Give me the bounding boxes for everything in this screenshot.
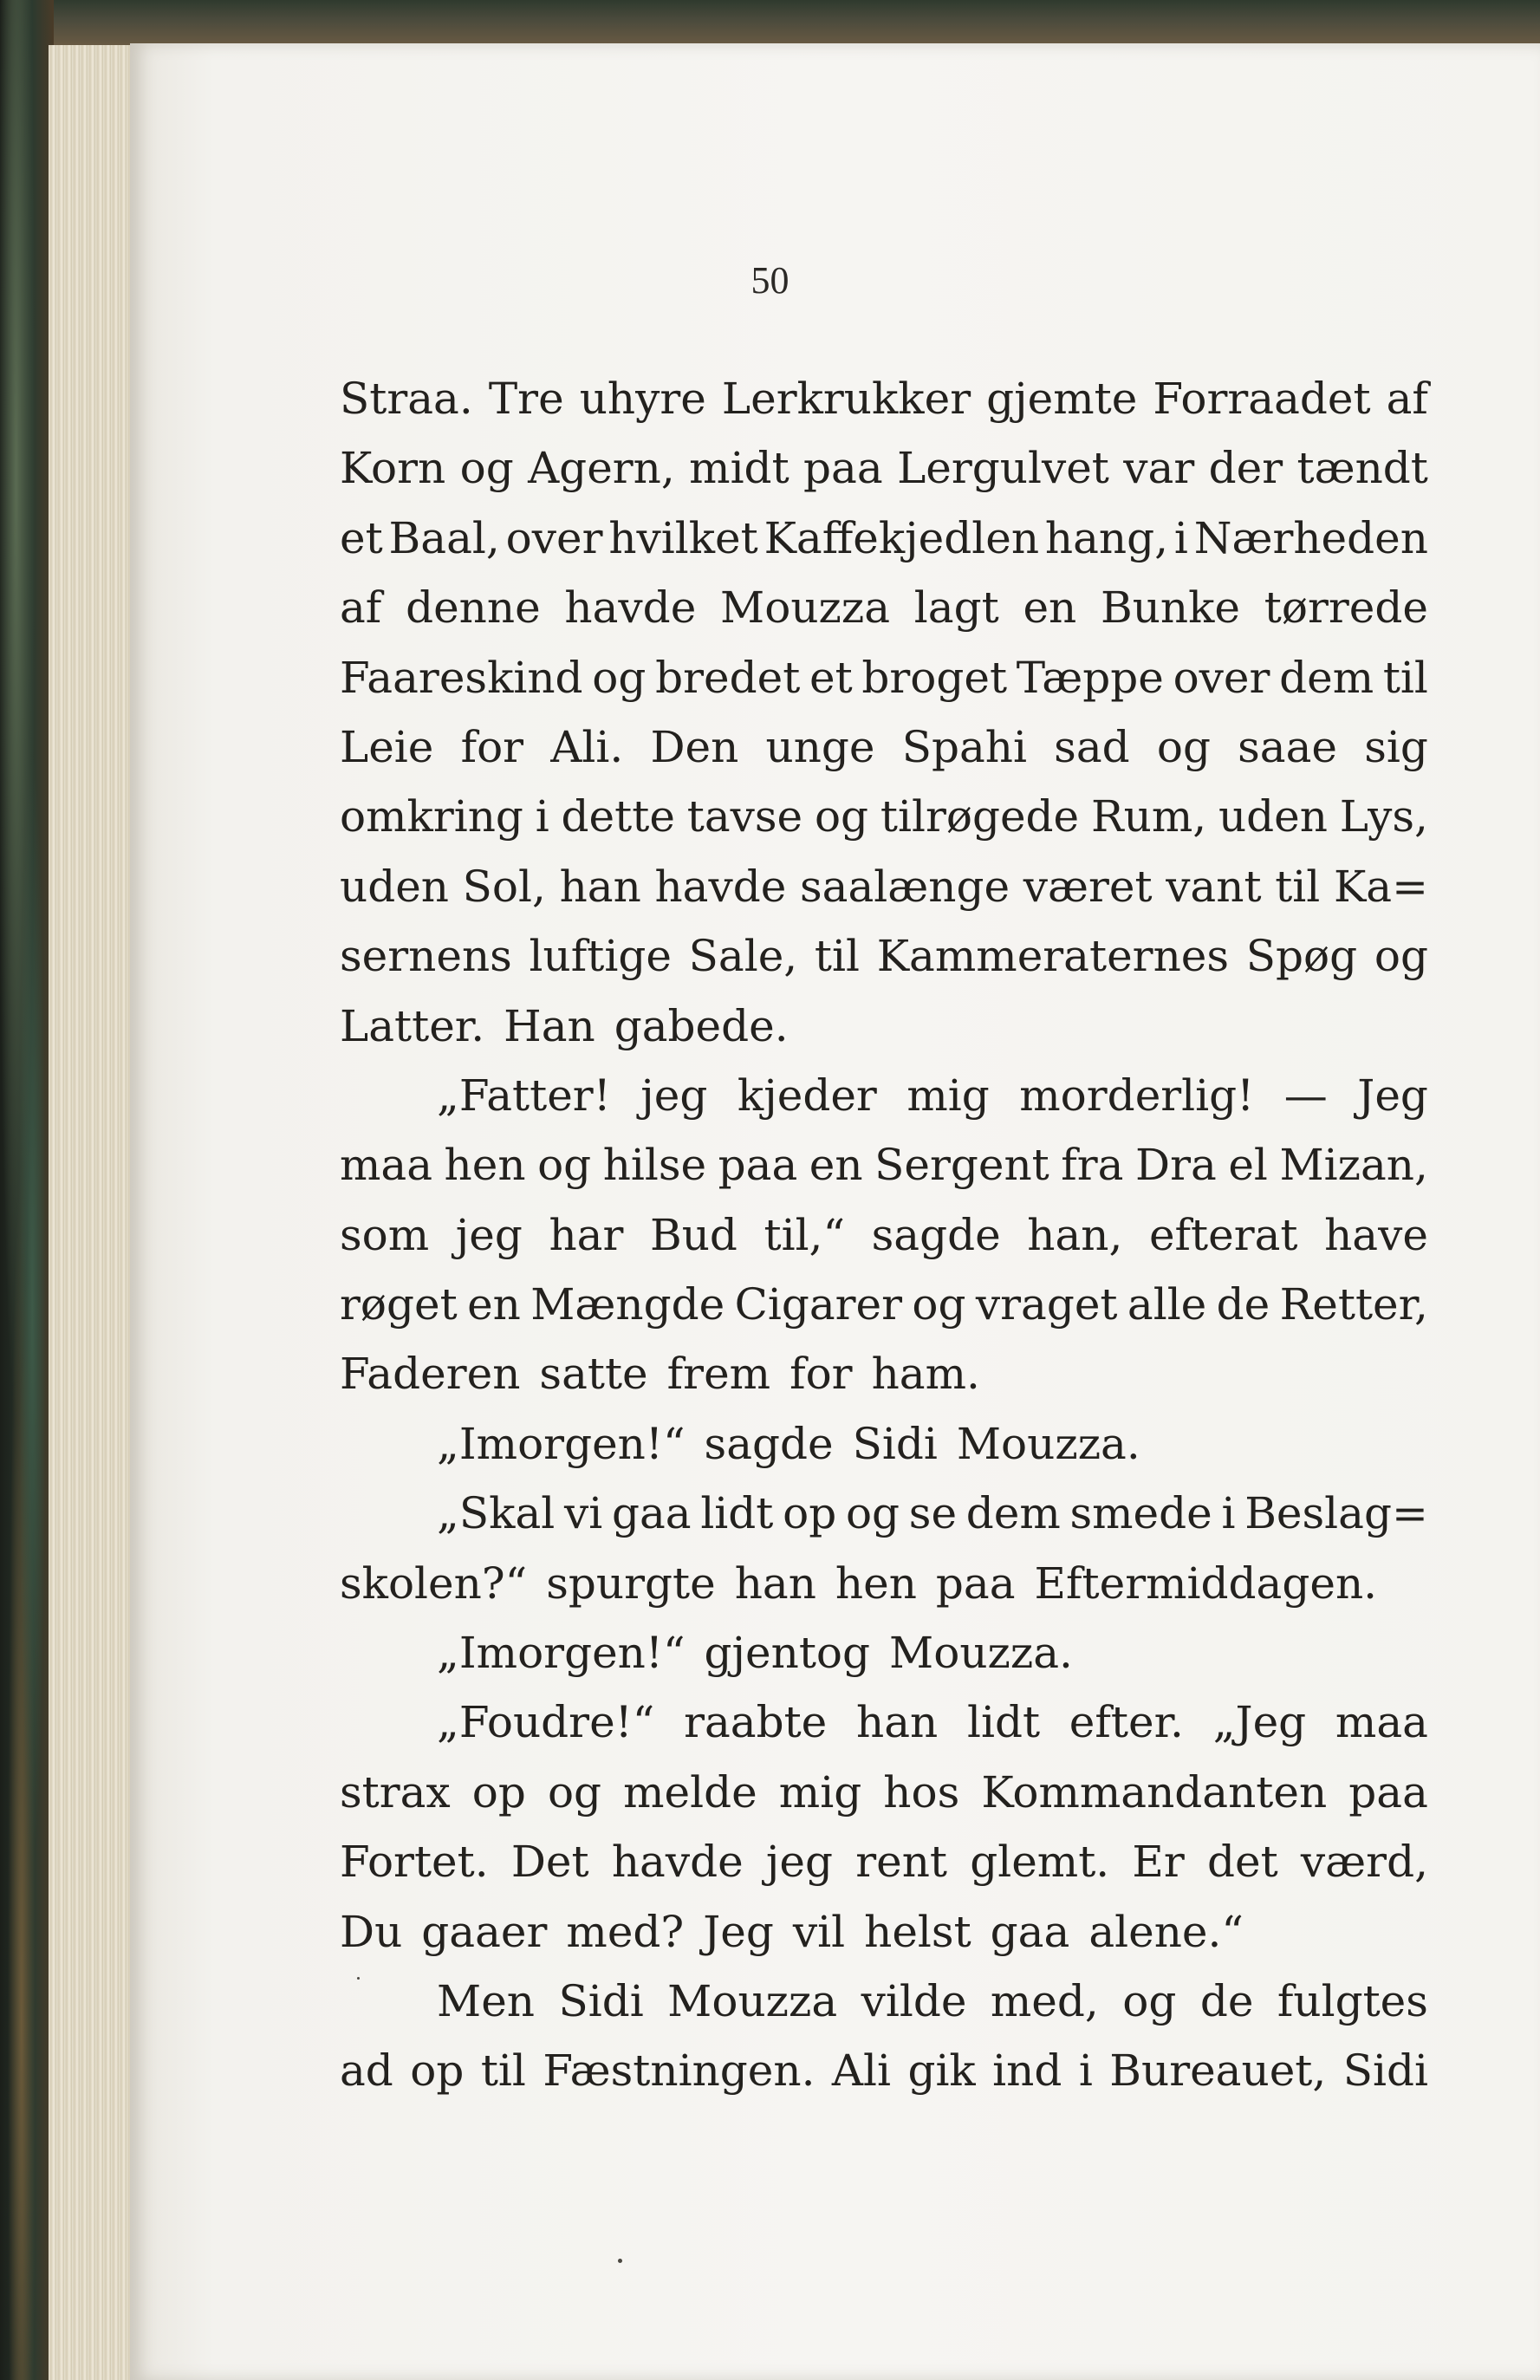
- word: og: [547, 1766, 602, 1818]
- word: efter.: [1069, 1697, 1184, 1748]
- word: hen: [835, 1557, 917, 1609]
- word: Dra: [1135, 1140, 1217, 1191]
- word: omkring: [340, 791, 523, 842]
- word: „Foudre!“: [437, 1697, 655, 1748]
- word: skolen?“: [340, 1557, 528, 1609]
- word: helst: [864, 1906, 971, 1957]
- page-stack-edge: [49, 45, 140, 2380]
- word: i: [535, 791, 549, 842]
- text-line: [340, 643, 1428, 712]
- word: Retter,: [1279, 1279, 1428, 1330]
- text-line: [340, 1618, 1428, 1687]
- word: til: [480, 2045, 526, 2097]
- word: paa: [718, 1140, 798, 1191]
- word: Bud: [649, 1209, 738, 1260]
- word: Lerkrukker: [721, 374, 971, 424]
- word: Jeg: [1357, 1070, 1428, 1121]
- word: hen: [444, 1140, 526, 1191]
- word: og: [537, 1140, 592, 1191]
- text-line: [340, 1409, 1428, 1479]
- word: røget: [340, 1279, 458, 1330]
- word: vilde: [861, 1975, 967, 2026]
- word: han,: [1027, 1209, 1123, 1260]
- word: Men: [437, 1975, 535, 2026]
- word: dem: [965, 1488, 1061, 1539]
- word: og: [592, 652, 647, 703]
- word: luftige: [529, 931, 672, 982]
- word: broget: [861, 652, 1008, 703]
- word: vi: [563, 1488, 603, 1539]
- word: over: [1173, 652, 1270, 703]
- word: Kaffekjedlen: [764, 512, 1040, 563]
- word: et: [809, 652, 853, 703]
- word: med,: [990, 1975, 1099, 2026]
- word: Eftermiddagen.: [1034, 1557, 1378, 1609]
- word: Sidi: [1342, 2045, 1428, 2097]
- word: af: [1386, 374, 1428, 424]
- word: været: [1023, 861, 1153, 912]
- word: Lergulvet: [897, 443, 1109, 494]
- text-line: [340, 2036, 1428, 2105]
- word: „Imorgen!“: [437, 1418, 686, 1469]
- word: Ali.: [550, 721, 624, 772]
- word: lidt: [966, 1697, 1041, 1748]
- word: Ali: [831, 2045, 891, 2097]
- word: de: [1216, 1279, 1270, 1330]
- word: strax: [340, 1766, 451, 1818]
- word: de: [1199, 1975, 1254, 2026]
- text-line: [340, 1479, 1428, 1548]
- text-line: [340, 1130, 1428, 1200]
- word: gaa: [990, 1906, 1070, 1957]
- word: gaaer: [421, 1906, 548, 1957]
- word: satte: [539, 1349, 648, 1400]
- text-line: [340, 504, 1428, 573]
- word: Du: [340, 1906, 403, 1957]
- text-line: [340, 1200, 1428, 1270]
- word: Lys,: [1339, 791, 1428, 842]
- word: Fortet.: [340, 1837, 489, 1888]
- word: ind: [992, 2045, 1062, 2097]
- word: mig: [778, 1766, 862, 1818]
- word: han: [856, 1697, 939, 1748]
- text-line: [340, 782, 1428, 851]
- word: for: [460, 721, 524, 772]
- word: og: [459, 443, 514, 494]
- word: tilrøgede: [880, 791, 1080, 842]
- word: i: [1173, 512, 1188, 563]
- text-line: [340, 1339, 1428, 1408]
- word: der: [1208, 443, 1283, 494]
- word: fulgtes: [1277, 1975, 1428, 2026]
- word: Agern,: [528, 443, 675, 494]
- word: se: [908, 1488, 958, 1539]
- text-line: [340, 433, 1428, 503]
- word: „Imorgen!“: [437, 1628, 686, 1679]
- word: Faareskind: [340, 652, 583, 703]
- word: ad: [340, 2045, 393, 2097]
- word: „Fatter!: [437, 1070, 611, 1121]
- word: „Skal: [437, 1488, 556, 1539]
- word: jeg: [765, 1837, 833, 1888]
- word: paa: [935, 1557, 1016, 1609]
- word: Sidi: [558, 1975, 644, 2026]
- word: havde: [611, 1837, 744, 1888]
- word: Mizan,: [1279, 1140, 1428, 1191]
- word: midt: [689, 443, 789, 494]
- word: alle: [1127, 1279, 1207, 1330]
- word: Mouzza: [720, 582, 891, 634]
- word: han: [734, 1557, 816, 1609]
- word: lidt: [700, 1488, 774, 1539]
- word: til: [814, 931, 860, 982]
- word: til: [1382, 652, 1428, 703]
- word: Rum,: [1090, 791, 1207, 842]
- word: Fæstningen.: [543, 2045, 815, 2097]
- word: sad: [1054, 721, 1130, 772]
- text-line: [340, 712, 1428, 782]
- word: hvilket: [608, 512, 758, 563]
- word: Spøg: [1245, 931, 1358, 982]
- word: efterat: [1148, 1209, 1298, 1260]
- word: og: [1156, 721, 1211, 772]
- word: Beslag=: [1244, 1488, 1428, 1539]
- word: maa: [340, 1140, 433, 1191]
- word: var: [1123, 443, 1195, 494]
- word: tørrede: [1264, 582, 1428, 634]
- text-line: [340, 1827, 1428, 1896]
- word: Latter.: [340, 1000, 485, 1051]
- word: havde: [564, 582, 697, 634]
- word: Er: [1132, 1837, 1185, 1888]
- word: Ka=: [1333, 861, 1428, 912]
- word: sagde: [871, 1209, 1001, 1260]
- word: til: [1275, 861, 1321, 912]
- text-line: [340, 1270, 1428, 1339]
- word: paa: [803, 443, 883, 494]
- word: Forraadet: [1153, 374, 1371, 424]
- word: et: [340, 512, 383, 563]
- text-line: [340, 1897, 1428, 1967]
- word: Bureauet,: [1109, 2045, 1327, 2097]
- word: lagt: [913, 582, 999, 634]
- word: Cigarer: [734, 1279, 903, 1330]
- word: saalænge: [799, 861, 1010, 912]
- word: glemt.: [970, 1837, 1110, 1888]
- book-cover-top: [0, 0, 1540, 49]
- word: havde: [654, 861, 787, 912]
- word: sagde: [704, 1418, 834, 1469]
- word: af: [340, 582, 382, 634]
- word: hilse: [602, 1140, 707, 1191]
- word: tændt: [1296, 443, 1428, 494]
- word: Sale,: [688, 931, 798, 982]
- text-line: [340, 852, 1428, 921]
- word: det: [1207, 1837, 1278, 1888]
- text-line: [340, 573, 1428, 642]
- word: gaa: [611, 1488, 692, 1539]
- word: hos: [883, 1766, 960, 1818]
- word: Mængde: [530, 1279, 725, 1330]
- word: Tre: [488, 374, 564, 424]
- word: ham.: [871, 1349, 980, 1400]
- text-line: [340, 1967, 1428, 2036]
- word: i: [1078, 2045, 1093, 2097]
- word: Mouzza.: [889, 1628, 1073, 1679]
- word: Spahi: [901, 721, 1027, 772]
- text-line: [340, 1061, 1428, 1130]
- word: op: [783, 1488, 837, 1539]
- text-line: [340, 364, 1428, 433]
- word: vil: [792, 1906, 846, 1957]
- word: morderlig!: [1019, 1070, 1255, 1121]
- word: en: [809, 1140, 863, 1191]
- word: Kammeraternes: [876, 931, 1230, 982]
- word: frem: [666, 1349, 771, 1400]
- word: i: [1221, 1488, 1236, 1539]
- word: gjentog: [704, 1628, 871, 1679]
- word: alene.“: [1088, 1906, 1244, 1957]
- word: med?: [566, 1906, 685, 1957]
- word: Sol,: [462, 861, 546, 912]
- word: Mouzza.: [956, 1418, 1140, 1469]
- word: Sergent: [874, 1140, 1049, 1191]
- word: til,“: [764, 1209, 846, 1260]
- word: raabte: [684, 1697, 828, 1748]
- word: el: [1228, 1140, 1268, 1191]
- paper-speck: [618, 2259, 622, 2263]
- word: uhyre: [579, 374, 706, 424]
- word: gik: [907, 2045, 976, 2097]
- word: og: [845, 1488, 900, 1539]
- word: for: [789, 1349, 853, 1400]
- paper-speck: [357, 1977, 360, 1980]
- word: tavse: [686, 791, 803, 842]
- word: uden: [340, 861, 450, 912]
- word: saae: [1238, 721, 1338, 772]
- word: og: [912, 1279, 966, 1330]
- word: gabede.: [614, 1000, 789, 1051]
- word: unge: [765, 721, 875, 772]
- word: melde: [623, 1766, 757, 1818]
- word: sig: [1364, 721, 1428, 772]
- word: og: [814, 791, 869, 842]
- word: fra: [1061, 1140, 1124, 1191]
- word: dem: [1279, 652, 1374, 703]
- word: have: [1324, 1209, 1428, 1260]
- word: Tæppe: [1016, 652, 1164, 703]
- word: spurgte: [546, 1557, 716, 1609]
- word: Faderen: [340, 1349, 521, 1400]
- word: Kommandanten: [981, 1766, 1328, 1818]
- word: Baal,: [388, 512, 500, 563]
- word: har: [549, 1209, 624, 1260]
- word: —: [1283, 1070, 1328, 1121]
- text-line: [340, 1758, 1428, 1827]
- word: og: [1374, 931, 1428, 982]
- word: Mouzza: [667, 1975, 838, 2026]
- page-number: 50: [751, 259, 789, 302]
- word: Bunke: [1100, 582, 1241, 634]
- word: paa: [1348, 1766, 1428, 1818]
- word: smede: [1069, 1488, 1212, 1539]
- word: op: [471, 1766, 526, 1818]
- word: Sidi: [852, 1418, 938, 1469]
- word: maa: [1335, 1697, 1428, 1748]
- book-cover-marbled-edge: [0, 0, 54, 2380]
- word: som: [340, 1209, 430, 1260]
- word: uden: [1218, 791, 1328, 842]
- word: han: [559, 861, 641, 912]
- text-line: [340, 1549, 1428, 1618]
- word: rent: [855, 1837, 947, 1888]
- word: en: [1023, 582, 1077, 634]
- word: jeg: [455, 1209, 523, 1260]
- word: gjemte: [986, 374, 1138, 424]
- word: Det: [510, 1837, 589, 1888]
- word: værd,: [1300, 1837, 1428, 1888]
- word: jeg: [640, 1070, 708, 1121]
- word: mig: [906, 1070, 990, 1121]
- word: sernens: [340, 931, 512, 982]
- word: en: [467, 1279, 521, 1330]
- word: og: [1122, 1975, 1177, 2026]
- word: Korn: [340, 443, 446, 494]
- word: dette: [561, 791, 675, 842]
- text-line: [340, 992, 1428, 1061]
- word: bredet: [655, 652, 801, 703]
- word: Jeg: [703, 1906, 774, 1957]
- word: Leie: [340, 721, 434, 772]
- word: kjeder: [737, 1070, 877, 1121]
- body-text: [340, 364, 1428, 2106]
- word: „Jeg: [1212, 1697, 1307, 1748]
- word: denne: [406, 582, 541, 634]
- word: Den: [650, 721, 739, 772]
- word: vant: [1166, 861, 1262, 912]
- word: over: [505, 512, 603, 563]
- word: Han: [504, 1000, 595, 1051]
- word: Straa.: [340, 374, 473, 424]
- word: hang,: [1044, 512, 1169, 563]
- word: Nærheden: [1193, 512, 1428, 563]
- word: op: [410, 2045, 465, 2097]
- text-line: [340, 921, 1428, 991]
- word: vraget: [975, 1279, 1118, 1330]
- text-line: [340, 1687, 1428, 1757]
